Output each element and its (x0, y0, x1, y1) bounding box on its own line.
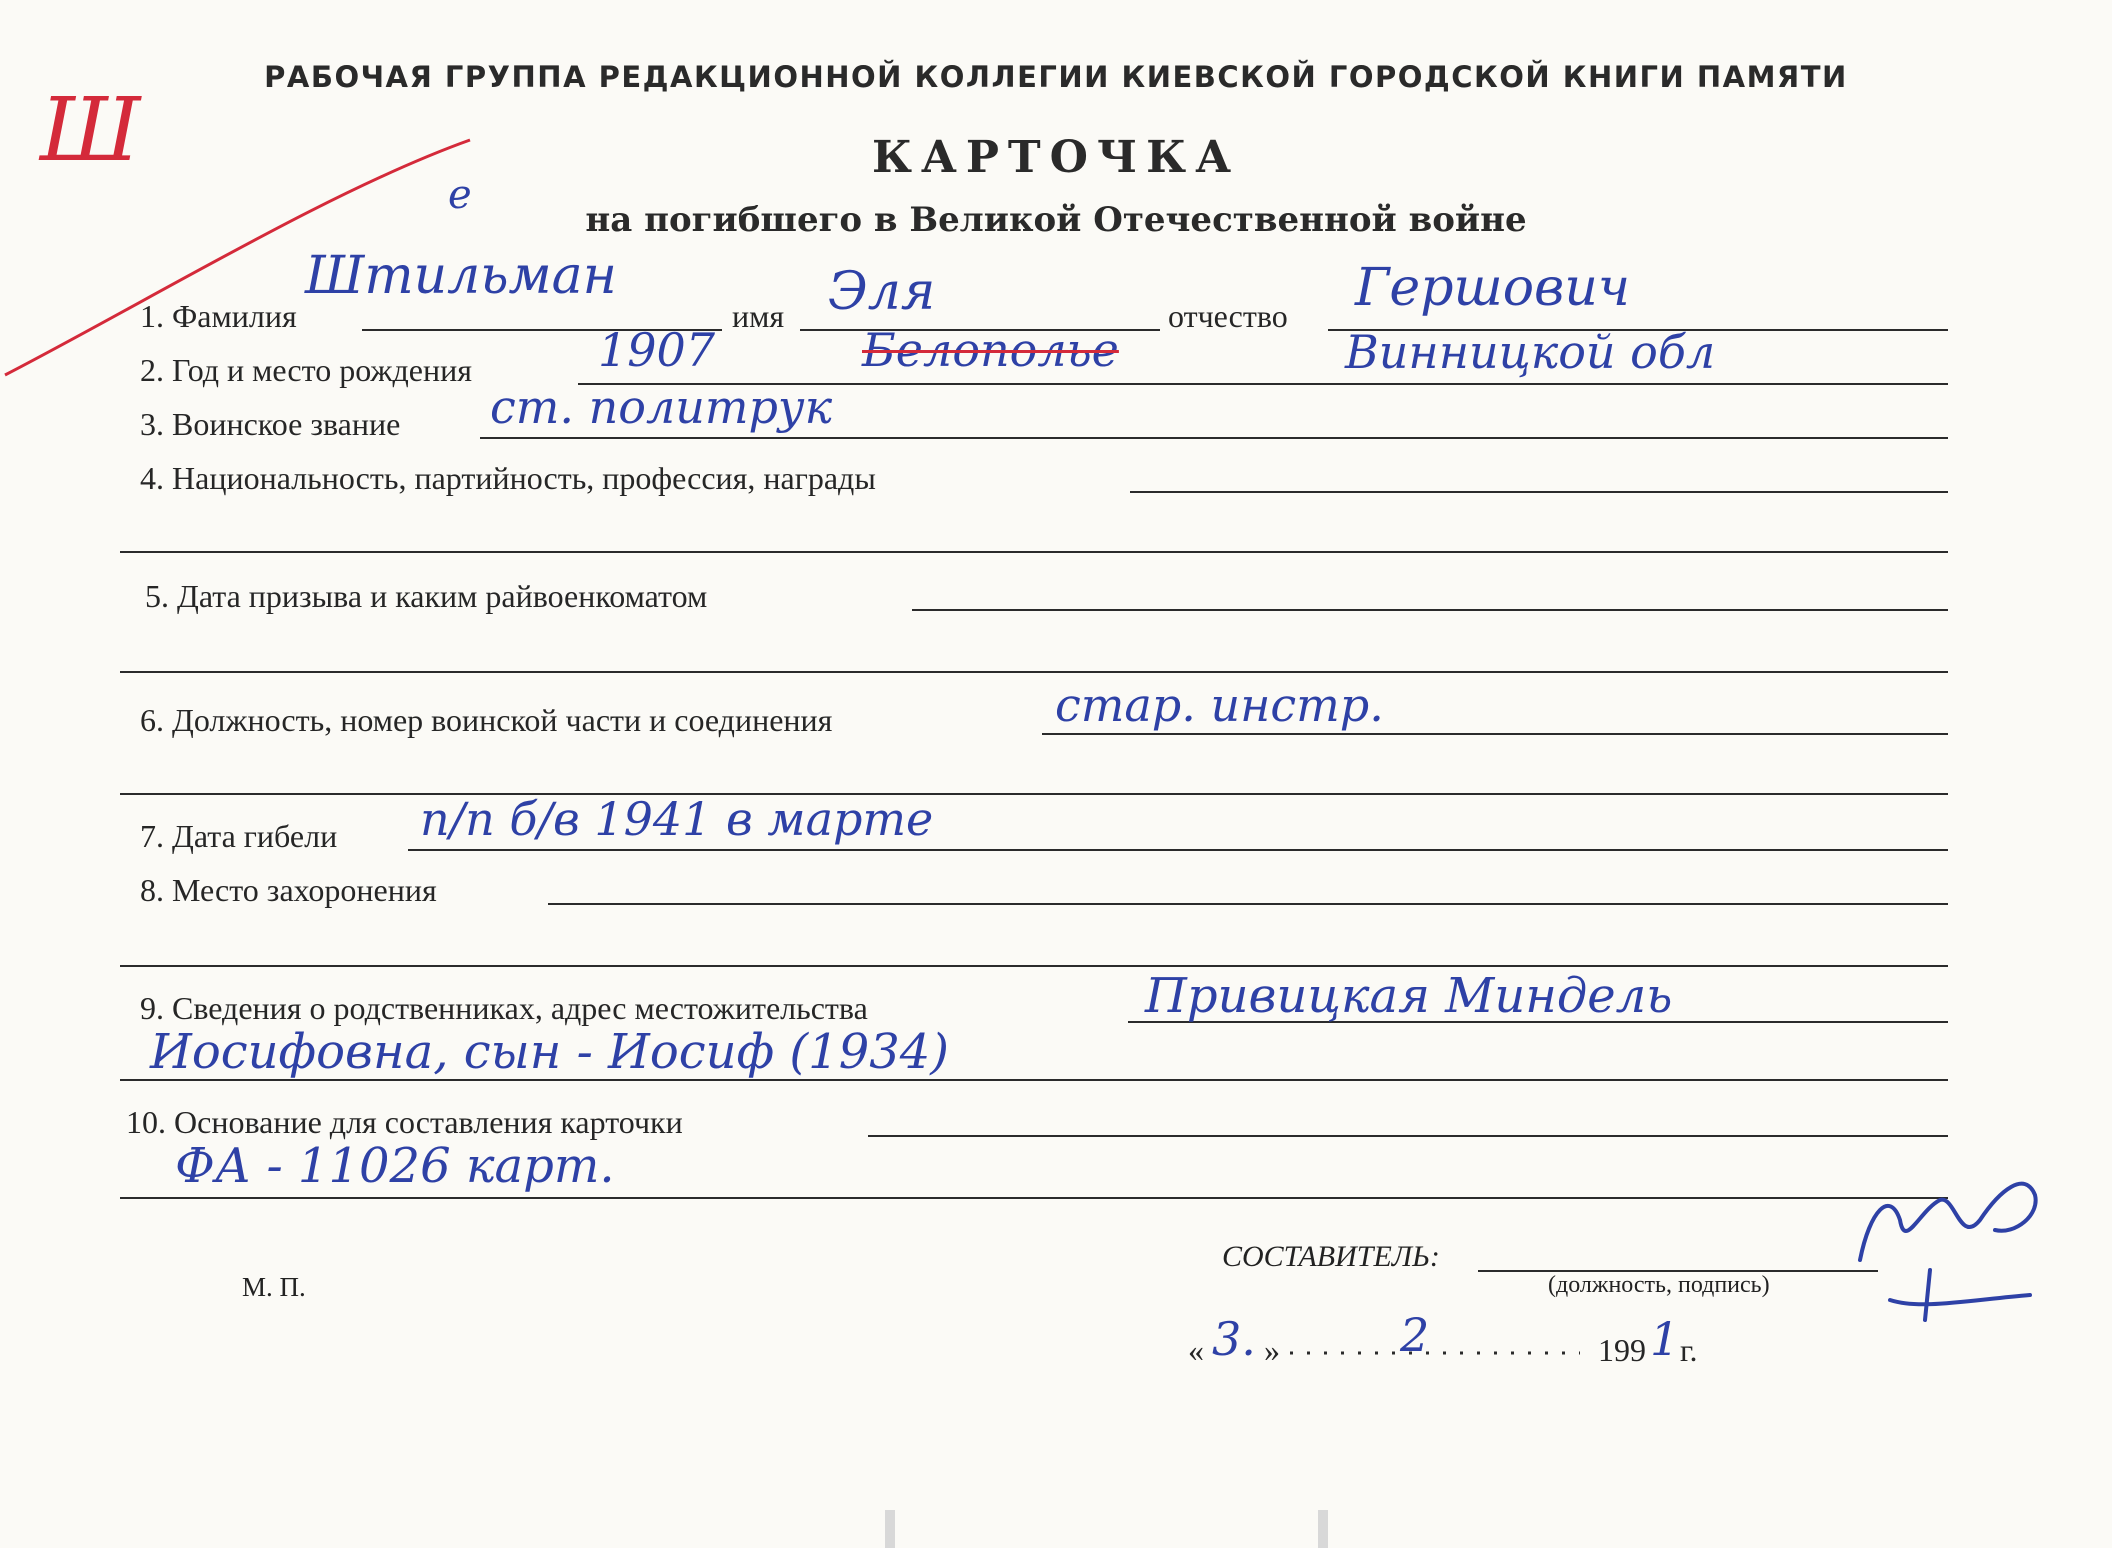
nationality-line (1130, 491, 1948, 493)
card-subtitle: на погибшего в Великой Отечественной войне (585, 200, 1527, 240)
field-10-label: 10. Основание для составления карточки (126, 1104, 683, 1140)
compiler-label: СОСТАВИТЕЛЬ: (1222, 1240, 1440, 1273)
field-8-label: 8. Место захоронения (140, 872, 437, 908)
date-day-value: 3. (1212, 1312, 1256, 1366)
corner-letter-mark: Ш (40, 78, 141, 181)
death-date-value: п/п б/в 1941 в марте (420, 792, 934, 846)
position-line-2 (120, 793, 1948, 795)
name-label: имя (732, 298, 785, 334)
relatives-value-line-1: Привицкая Миндель (1145, 968, 1673, 1024)
date-dotted-line (1290, 1348, 1580, 1358)
field-3-label: 3. Воинское звание (140, 406, 401, 442)
date-open-quote: « (1188, 1332, 1204, 1368)
field-2-label: 2. Год и место рождения (140, 352, 472, 388)
rank-line (480, 437, 1948, 439)
birth-year-value: 1907 (598, 323, 716, 377)
basis-line (868, 1135, 1948, 1137)
position-value: стар. инстр. (1055, 678, 1384, 732)
name-value: Эля (828, 262, 936, 322)
org-header: РАБОЧАЯ ГРУППА РЕДАКЦИОННОЙ КОЛЛЕГИИ КИЕВСКОЙ ГОРОДСКОЙ КНИГИ ПАМЯТИ (264, 60, 1848, 94)
patronymic-value: Гершович (1355, 258, 1631, 318)
field-6-label: 6. Должность, номер воинской части и соединения (140, 702, 833, 738)
binder-mark-left (885, 1510, 895, 1548)
death-date-line (408, 849, 1948, 851)
date-month-value: 2 (1400, 1308, 1430, 1362)
birth-place-struck-value: Белополье (862, 323, 1119, 377)
card-title: КАРТОЧКА (871, 132, 1241, 183)
relatives-value-line-2: Иосифовна, сын - Иосиф (1934) (150, 1024, 950, 1080)
compiler-hint: (должность, подпись) (1548, 1272, 1770, 1298)
surname-value: Штильман (305, 246, 617, 306)
nationality-line-2 (120, 551, 1948, 553)
position-line (1042, 733, 1948, 735)
field-1-label: 1. Фамилия (140, 298, 297, 334)
date-close-quote: » (1264, 1332, 1280, 1368)
date-year-suffix: 1 (1650, 1312, 1680, 1366)
field-9-label: 9. Сведения о родственниках, адрес местожительства (140, 990, 868, 1026)
date-year-prefix: 199 (1598, 1332, 1646, 1368)
birth-region-value: Винницкой обл (1345, 325, 1716, 379)
field-7-label: 7. Дата гибели (140, 818, 338, 854)
rank-value: ст. политрук (490, 380, 833, 434)
patronymic-label: отчество (1168, 298, 1288, 334)
burial-line (548, 903, 1948, 905)
draft-line (912, 609, 1948, 611)
surname-insert-mark: е (448, 172, 472, 218)
draft-line-2 (120, 671, 1948, 673)
basis-line-2 (120, 1197, 1948, 1199)
signature-mark (1830, 1150, 2060, 1350)
stamp-place-label: М. П. (242, 1272, 306, 1302)
field-5-label: 5. Дата призыва и каким райвоенкоматом (145, 578, 708, 614)
burial-line-2 (120, 965, 1948, 967)
basis-value: ФА - 11026 карт. (175, 1138, 615, 1194)
date-year-unit: г. (1680, 1332, 1698, 1368)
field-4-label: 4. Национальность, партийность, профессия, награды (140, 460, 876, 496)
binder-mark-right (1318, 1510, 1328, 1548)
